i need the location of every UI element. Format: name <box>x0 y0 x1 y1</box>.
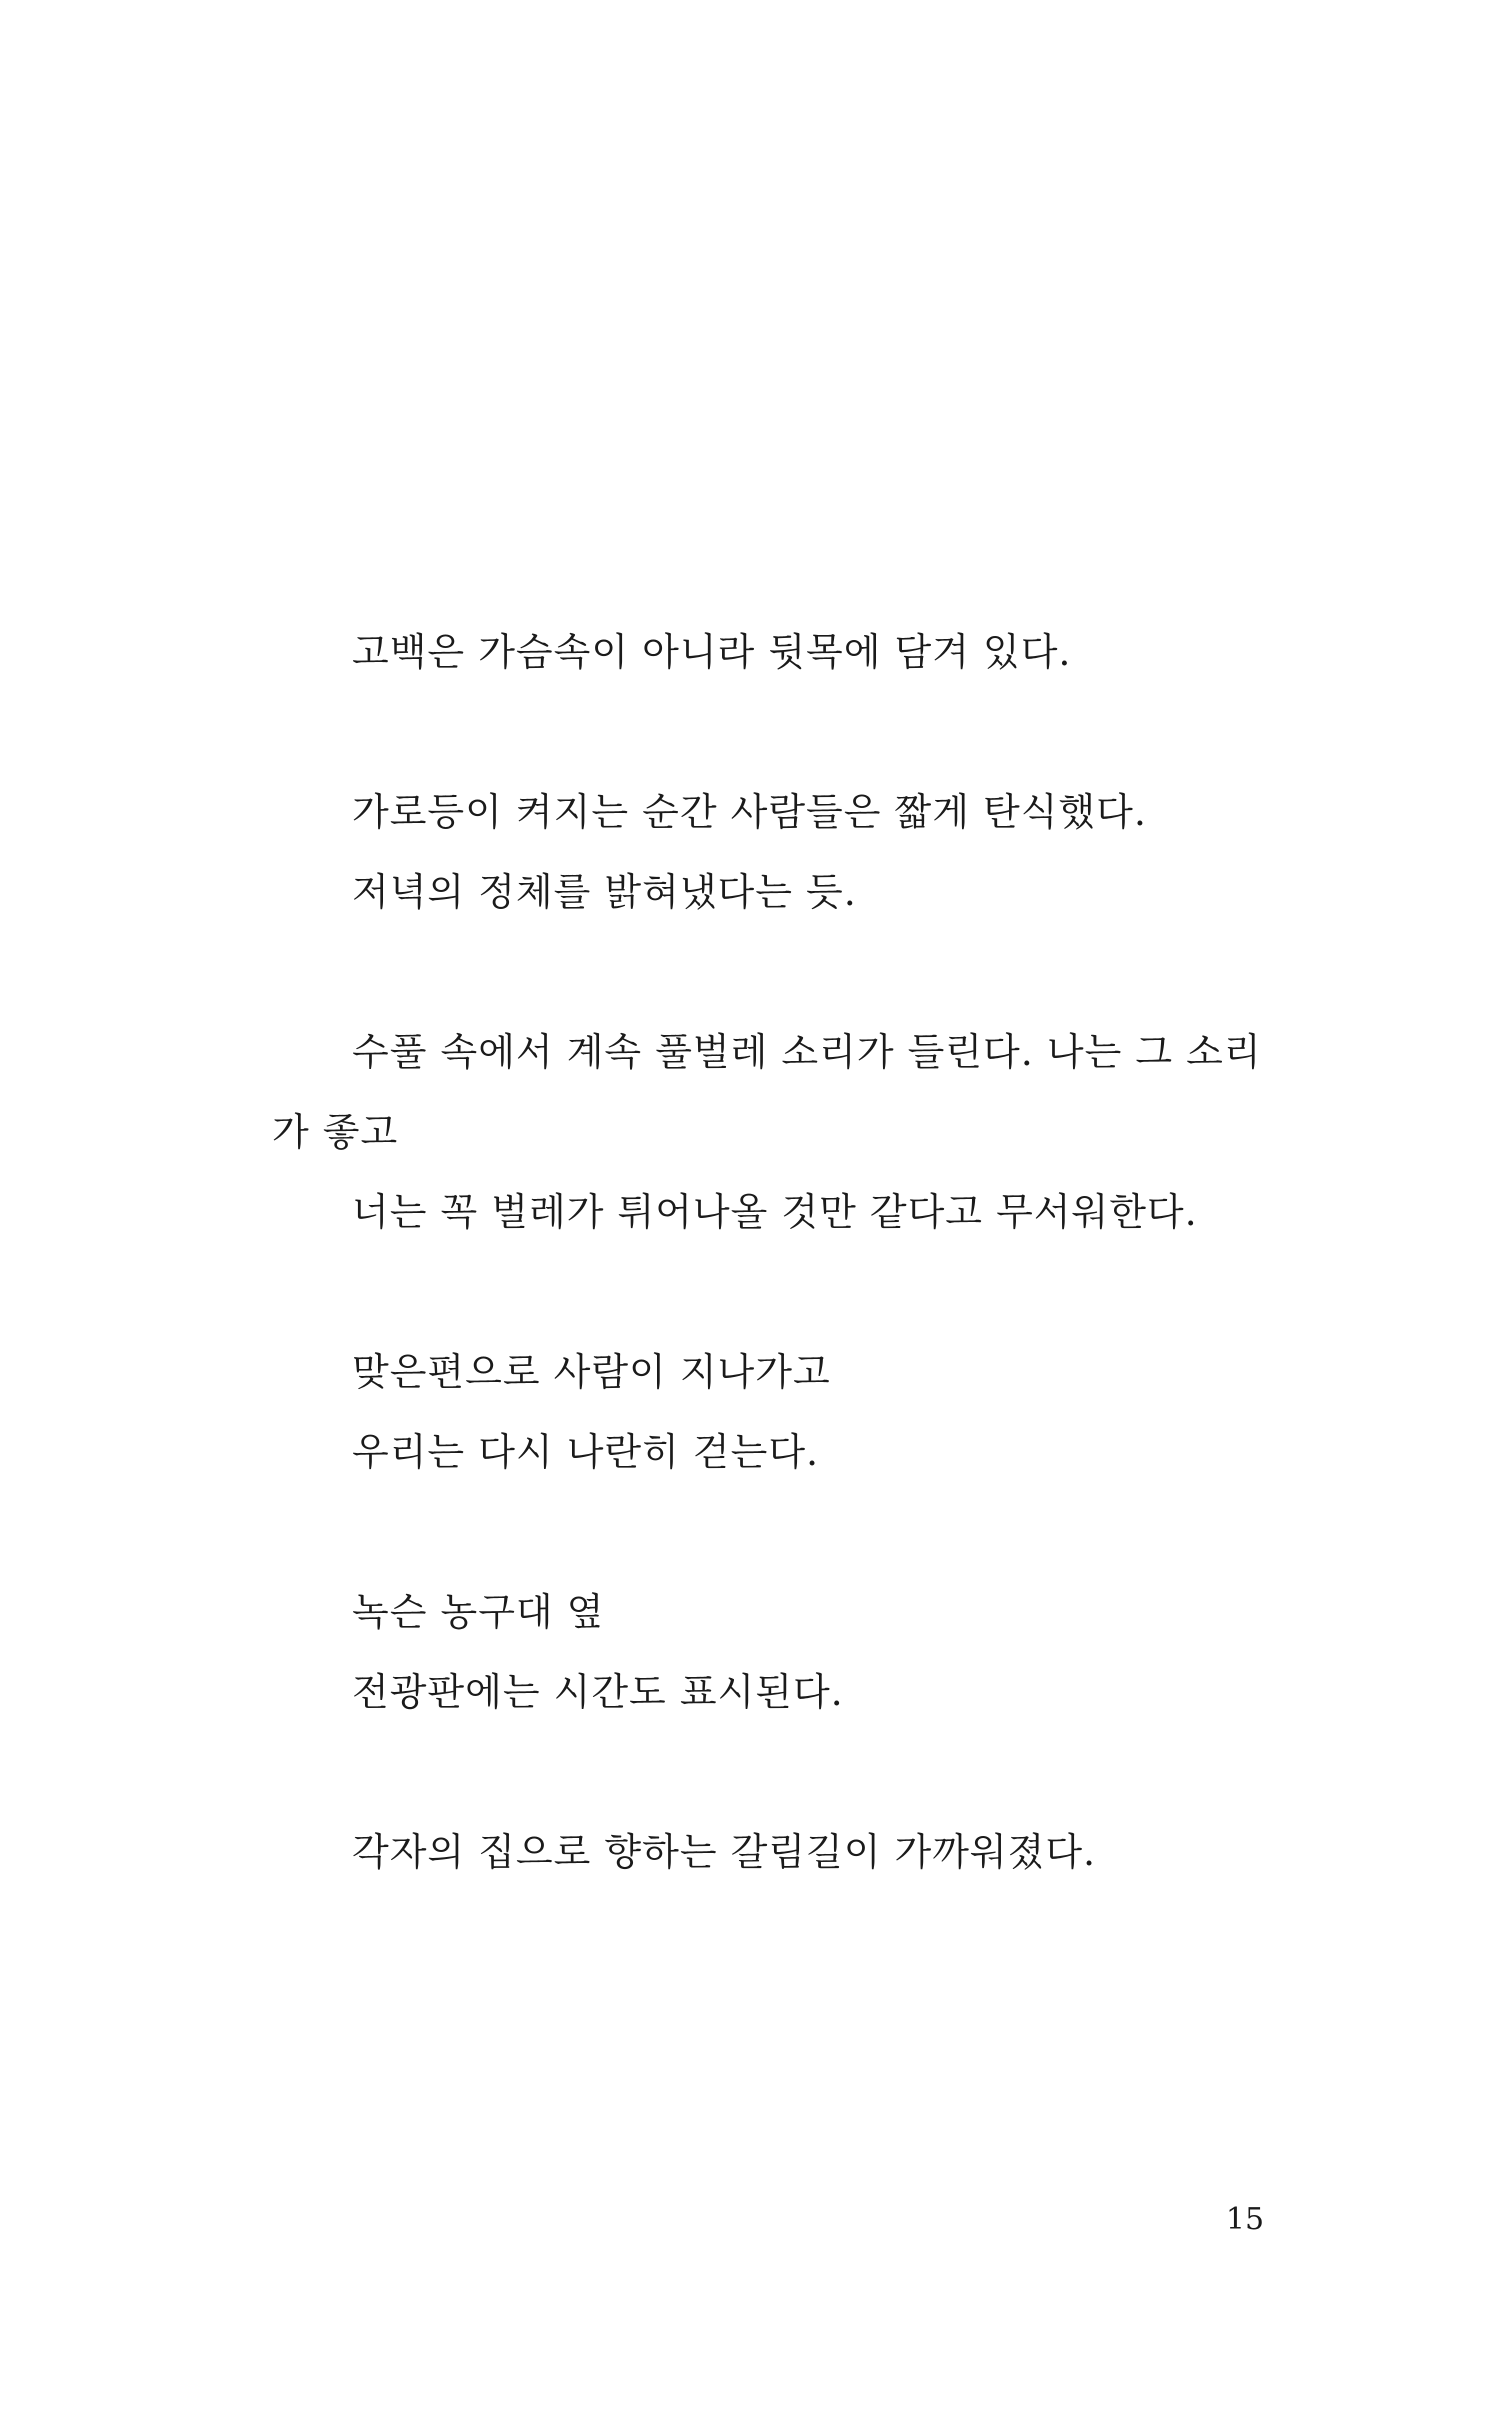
stanza-2 <box>312 772 1302 932</box>
poem-line: 고백은 가슴속이 아니라 뒷목에 담겨 있다. <box>352 630 1072 674</box>
poem-line: 각자의 집으로 향하는 갈림길이 가까워졌다. <box>352 1830 1097 1874</box>
poem-line: 가로등이 켜지는 순간 사람들은 짧게 탄식했다. <box>352 790 1147 834</box>
poem-line: 수풀 속에서 계속 풀벌레 소리가 들린다. 나는 그 소리가 좋고 <box>272 1030 1262 1154</box>
poem-line: 너는 꼭 벌레가 튀어나올 것만 같다고 무서워한다. <box>352 1190 1198 1234</box>
page-number: 15 <box>1225 2202 1265 2237</box>
poem-line: 전광판에는 시간도 표시된다. <box>352 1670 844 1714</box>
stanza-6 <box>312 1812 1302 1892</box>
poem-line: 맞은편으로 사람이 지나가고 <box>352 1350 831 1394</box>
poem-line: 녹슨 농구대 옆 <box>352 1590 605 1634</box>
poem-line: 저녁의 정체를 밝혀냈다는 듯. <box>352 870 857 914</box>
stanza-3 <box>272 1012 1302 1252</box>
poem-line: 우리는 다시 나란히 걷는다. <box>352 1430 820 1474</box>
poem-body <box>272 612 1302 1972</box>
stanza-5 <box>312 1572 1302 1732</box>
stanza-1 <box>312 612 1302 692</box>
stanza-4 <box>312 1332 1302 1492</box>
